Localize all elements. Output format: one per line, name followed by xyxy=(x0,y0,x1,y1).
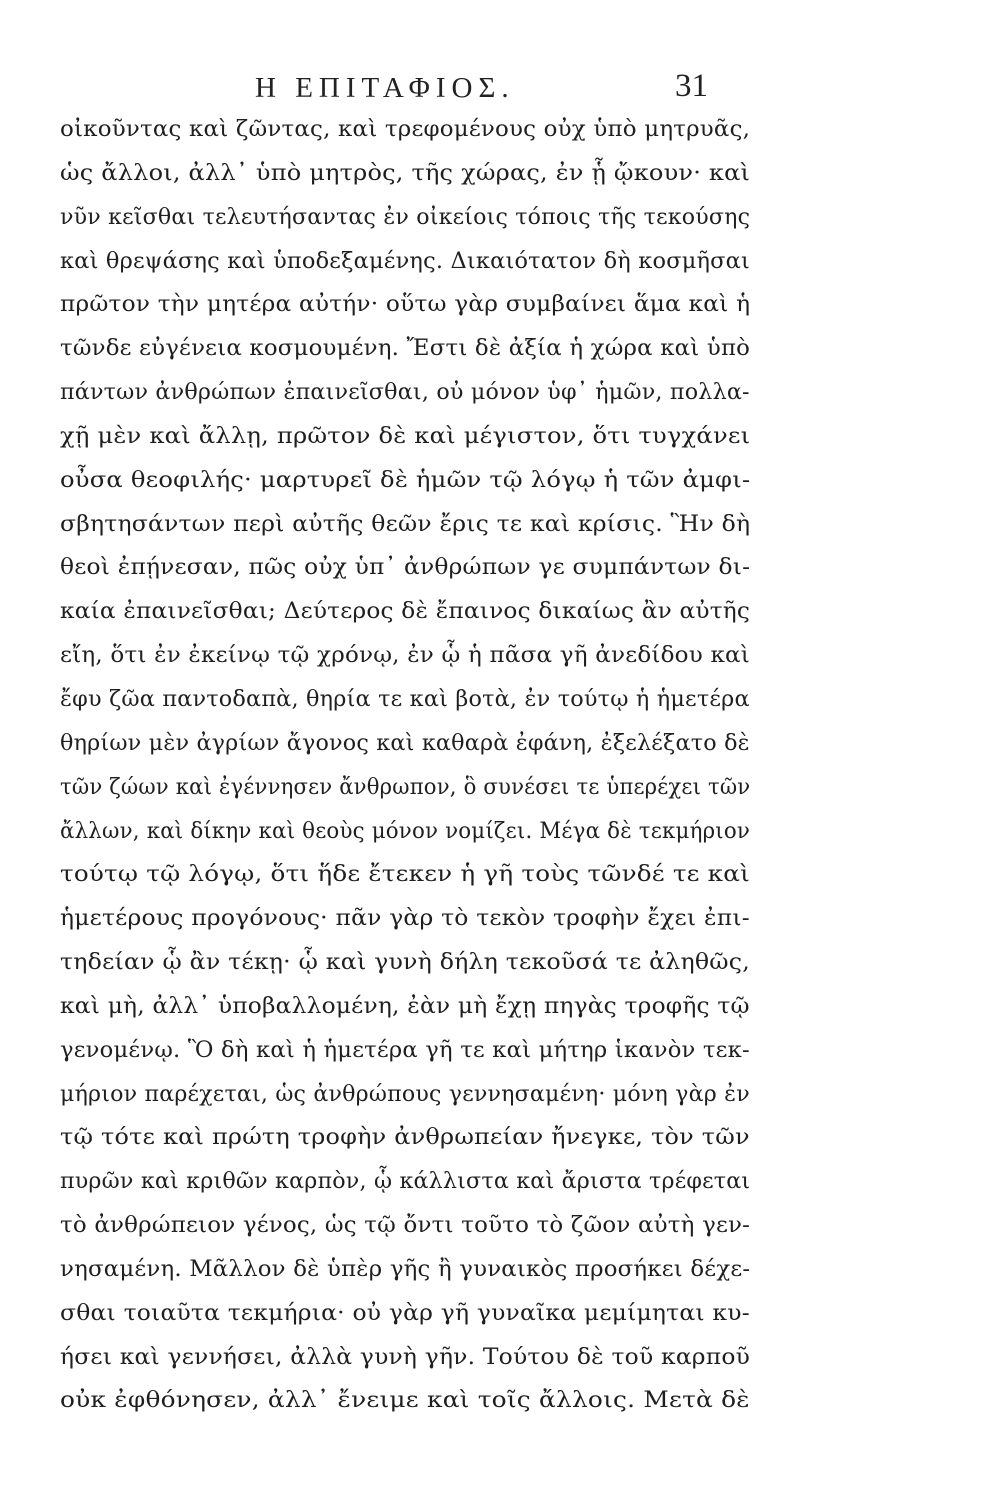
text-line: ὡς ἄλλοι, ἀλλ᾽ ὑπὸ μητρὸς, τῆς χώρας, ἐν ᾗ ᾤκουν· καὶ xyxy=(60,159,751,186)
body-text xyxy=(60,108,760,1423)
text-line: ήσει καὶ γεννήσει, ἀλλὰ γυνὴ γῆν. Τούτου δὲ τοῦ καρποῦ xyxy=(60,1343,751,1370)
page-number: 31 xyxy=(675,68,708,104)
text-line: μήριον παρέχεται, ὡς ἀνθρώπους γεννησαμένη· μόνη γὰρ ἐν xyxy=(60,1080,750,1107)
text-line: οὐκ ἐφθόνησεν, ἀλλ᾽ ἔνειμε καὶ τοῖς ἄλλοις. Μετὰ δὲ xyxy=(60,1387,750,1414)
text-line: οὖσα θεοφιλής· μαρτυρεῖ δὲ ἡμῶν τῷ λόγῳ ἡ τῶν ἀμφι- xyxy=(60,466,751,493)
text-line: καὶ μὴ, ἀλλ᾽ ὑποβαλλομένη, ἐὰν μὴ ἔχῃ πηγὰς τροφῆς τῷ xyxy=(60,992,750,1019)
text-line: τῶν ζώων καὶ ἐγέννησεν ἄνθρωπον, ὃ συνέσει τε ὑπερέχει τῶν xyxy=(60,773,751,800)
text-line: πυρῶν καὶ κριθῶν καρπὸν, ᾧ κάλλιστα καὶ ἄριστα τρέφεται xyxy=(60,1168,751,1195)
text-line: νῦν κεῖσθαι τελευτήσαντας ἐν οἰκείοις τόποις τῆς τεκούσης xyxy=(60,203,751,230)
running-title: Η ΕΠΙΤΑΦΙΟΣ. xyxy=(255,72,515,104)
text-line: γενομένῳ. Ὃ δὴ καὶ ἡ ἡμετέρα γῆ τε καὶ μήτηρ ἱκανὸν τεκ- xyxy=(60,1036,750,1063)
text-line: τῷ τότε καὶ πρώτη τροφὴν ἀνθρωπείαν ἤνεγκε, τὸν τῶν xyxy=(60,1124,750,1151)
text-line: θηρίων μὲν ἀγρίων ἄγονος καὶ καθαρὰ ἐφάνη, ἐξελέξατο δὲ xyxy=(60,729,750,756)
text-line: τὸ ἀνθρώπειον γένος, ὡς τῷ ὄντι τοῦτο τὸ ζῶον αὐτὴ γεν- xyxy=(60,1212,751,1239)
text-line: πρῶτον τὴν μητέρα αὐτήν· οὕτω γὰρ συμβαίνει ἅμα καὶ ἡ xyxy=(60,291,751,318)
text-line: θεοὶ ἐπῄνεσαν, πῶς οὐχ ὑπ᾽ ἀνθρώπων γε συμπάντων δι- xyxy=(60,554,751,581)
text-line: τῶνδε εὐγένεια κοσμουμένη. Ἔστι δὲ ἀξία ἡ χώρα καὶ ὑπὸ xyxy=(60,335,751,362)
text-line: ἄλλων, καὶ δίκην καὶ θεοὺς μόνον νομίζει. Μέγα δὲ τεκμήριον xyxy=(60,817,751,844)
text-line: σθαι τοιαῦτα τεκμήρια· οὐ γὰρ γῆ γυναῖκα μεμίμηται κυ- xyxy=(60,1299,750,1326)
text-line: πάντων ἀνθρώπων ἐπαινεῖσθαι, οὐ μόνον ὑφ᾽ ἡμῶν, πολλα- xyxy=(60,379,750,406)
text-line: τηδείαν ᾧ ἂν τέκῃ· ᾧ καὶ γυνὴ δήλη τεκοῦσά τε ἀληθῶς, xyxy=(60,949,750,976)
running-head xyxy=(60,66,760,110)
text-line: οἰκοῦντας καὶ ζῶντας, καὶ τρεφομένους οὐχ ὑπὸ μητρυᾶς, xyxy=(60,116,751,142)
text-line: ἔφυ ζῶα παντοδαπὰ, θηρία τε καὶ βοτὰ, ἐν τούτῳ ἡ ἡμετέρα xyxy=(60,685,750,712)
text-line: καία ἐπαινεῖσθαι; Δεύτερος δὲ ἔπαινος δικαίως ἂν αὐτῆς xyxy=(60,598,751,625)
text-line: τούτῳ τῷ λόγῳ, ὅτι ἥδε ἔτεκεν ἡ γῆ τοὺς τῶνδέ τε καὶ xyxy=(60,861,750,888)
text-line: σβητησάντων περὶ αὐτῆς θεῶν ἔρις τε καὶ κρίσις. Ἣν δὴ xyxy=(60,510,751,537)
text-line: ἡμετέρους προγόνους· πᾶν γὰρ τὸ τεκὸν τροφὴν ἔχει ἐπι- xyxy=(60,905,750,932)
text-line: καὶ θρεψάσης καὶ ὑποδεξαμένης. Δικαιότατον δὴ κοσμῆσαι xyxy=(60,247,750,274)
text-line: χῇ μὲν καὶ ἄλλῃ, πρῶτον δὲ καὶ μέγιστον, ὅτι τυγχάνει xyxy=(60,422,751,449)
text-line: νησαμένη. Μᾶλλον δὲ ὑπὲρ γῆς ἢ γυναικὸς προσήκει δέχε- xyxy=(60,1255,751,1282)
text-line: εἴη, ὅτι ἐν ἐκείνῳ τῷ χρόνῳ, ἐν ᾧ ἡ πᾶσα γῆ ἀνεδίδου καὶ xyxy=(60,642,751,669)
